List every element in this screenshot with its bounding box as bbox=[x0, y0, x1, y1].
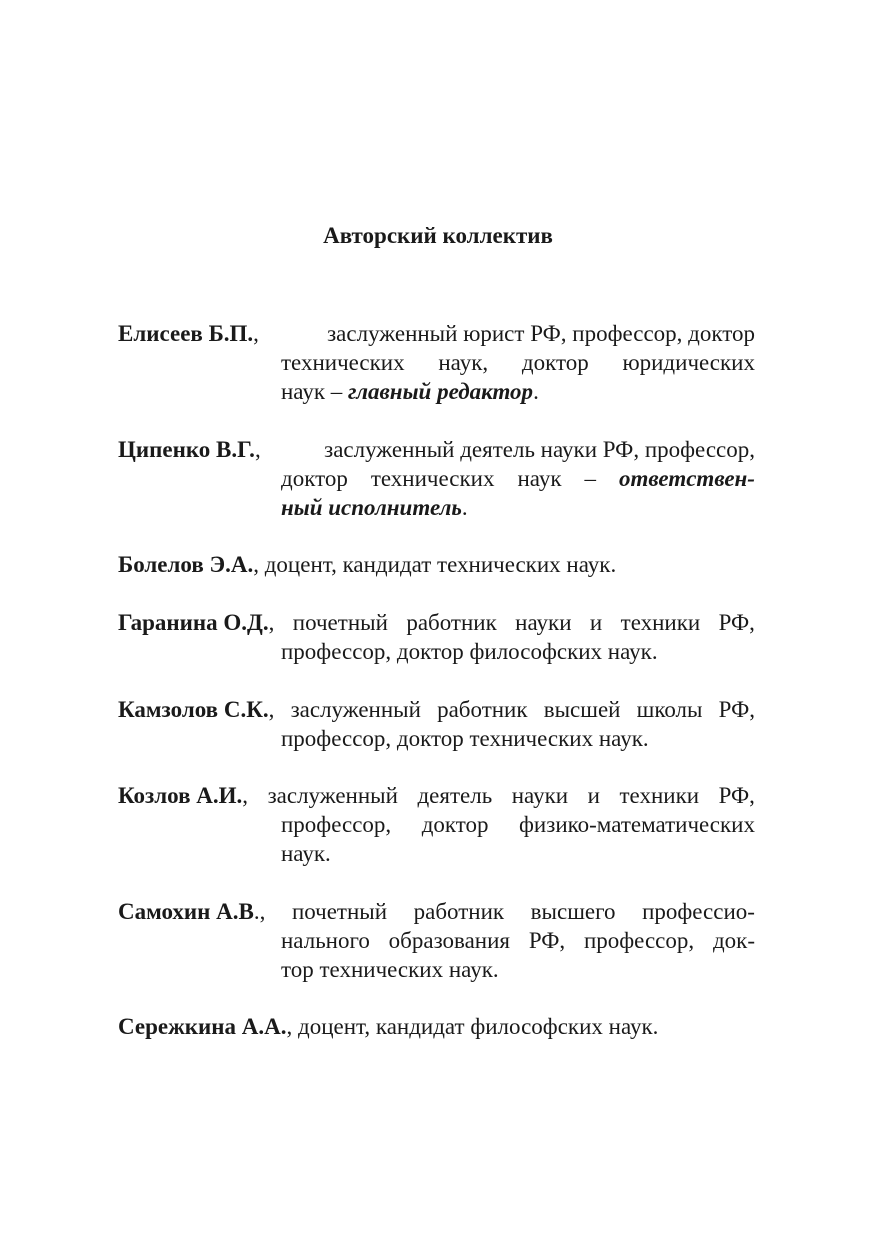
word: почетный bbox=[291, 899, 388, 924]
entry-line bbox=[118, 637, 755, 666]
word: работник bbox=[437, 697, 528, 722]
word: работник bbox=[413, 899, 505, 924]
author-role: ответствен- bbox=[619, 466, 755, 491]
word: науки bbox=[511, 783, 569, 808]
word: – bbox=[584, 466, 597, 491]
word: нального bbox=[281, 928, 370, 953]
entry-line: Болелов Э.А., доцент, кандидат технических наук. bbox=[118, 552, 617, 577]
entry-line bbox=[118, 377, 755, 406]
entry-line: Гаранина О.Д., почетный работник науки и техники РФ, bbox=[118, 610, 755, 635]
author-name: Ципенко В.Г. bbox=[118, 437, 255, 462]
word: наук, bbox=[438, 350, 489, 375]
entry-line bbox=[118, 348, 755, 377]
author-name: Елисеев Б.П. bbox=[118, 321, 254, 346]
author-description: наук. bbox=[281, 841, 331, 866]
author-description: доцент, кандидат философских наук. bbox=[298, 1014, 659, 1039]
author-description: заслуженный юрист РФ, профессор, доктор bbox=[327, 321, 755, 346]
word: юридических bbox=[622, 350, 755, 375]
author-entry bbox=[118, 897, 755, 984]
entry-line: Ципенко В.Г., заслуженный деятель науки РФ, профессор, bbox=[118, 437, 755, 462]
author-entry bbox=[118, 608, 755, 666]
word: РФ, bbox=[718, 697, 755, 722]
word: заслуженный bbox=[267, 783, 398, 808]
word: и bbox=[589, 610, 603, 635]
word: наук bbox=[517, 466, 562, 491]
author-entry bbox=[118, 319, 755, 406]
word: доктор bbox=[281, 466, 348, 491]
author-description: тор технических наук. bbox=[281, 957, 499, 982]
word: доктор bbox=[421, 812, 489, 837]
entry-line bbox=[118, 955, 755, 984]
entry-line: Козлов А.И., заслуженный деятель науки и техники РФ, bbox=[118, 783, 755, 808]
author-description: профессор, доктор философских наук. bbox=[281, 639, 658, 664]
word: деятель bbox=[417, 783, 493, 808]
word: профессор, bbox=[583, 928, 695, 953]
author-name: Камзолов С.К. bbox=[118, 697, 269, 722]
author-entry bbox=[118, 435, 755, 522]
word: доктор bbox=[521, 350, 589, 375]
word: РФ, bbox=[718, 783, 755, 808]
entry-line: Елисеев Б.П., заслуженный юрист РФ, профессор, доктор bbox=[118, 321, 755, 346]
word: науки bbox=[515, 610, 572, 635]
author-role: ный исполнитель bbox=[281, 495, 462, 520]
word: физико-математических bbox=[519, 812, 755, 837]
word: техники bbox=[620, 610, 701, 635]
word: высшего bbox=[530, 899, 616, 924]
entry-line bbox=[118, 926, 755, 955]
word: РФ, bbox=[718, 610, 755, 635]
word: профессио- bbox=[642, 899, 755, 924]
entry-line bbox=[118, 839, 755, 868]
entry-line: Сережкина А.А., доцент, кандидат философских наук. bbox=[118, 1014, 659, 1039]
entry-line: Самохин А.В., почетный работник высшего профессио- bbox=[118, 899, 755, 924]
punctuation: . bbox=[533, 379, 539, 404]
word: док- bbox=[712, 928, 755, 953]
word: РФ, bbox=[528, 928, 566, 953]
author-entry bbox=[118, 1012, 755, 1041]
word: работник bbox=[406, 610, 497, 635]
author-description: профессор, доктор технических наук. bbox=[281, 726, 649, 751]
author-name: Болелов Э.А. bbox=[118, 552, 254, 577]
author-description: наук – bbox=[281, 379, 349, 404]
author-entry bbox=[118, 695, 755, 753]
author-entry bbox=[118, 781, 755, 868]
punctuation: . bbox=[461, 495, 468, 520]
author-description: доцент, кандидат технических наук. bbox=[264, 552, 617, 577]
word: почетный bbox=[292, 610, 388, 635]
entry-line: Камзолов С.К., заслуженный работник высшей школы РФ, bbox=[118, 697, 755, 722]
word: технических bbox=[370, 466, 495, 491]
word: высшей bbox=[543, 697, 621, 722]
word: школы bbox=[636, 697, 703, 722]
entry-line bbox=[118, 810, 755, 839]
word: профессор, bbox=[281, 812, 392, 837]
word: техники bbox=[619, 783, 700, 808]
author-name: Сережкина А.А. bbox=[118, 1014, 287, 1039]
word: образования bbox=[388, 928, 510, 953]
page-title: Авторский коллектив bbox=[323, 223, 553, 248]
word: заслуженный bbox=[290, 697, 421, 722]
author-name: Козлов А.И. bbox=[118, 783, 243, 808]
author-role: главный редактор bbox=[348, 379, 534, 404]
author-description: заслуженный деятель науки РФ, профессор, bbox=[324, 437, 755, 462]
word: технических bbox=[281, 350, 405, 375]
author-name: Самохин А.В bbox=[118, 899, 254, 924]
entry-line bbox=[118, 464, 755, 493]
author-entry bbox=[118, 550, 755, 579]
author-name: Гаранина О.Д. bbox=[118, 610, 269, 635]
entry-line bbox=[118, 724, 755, 753]
word: и bbox=[587, 783, 600, 808]
entry-line bbox=[118, 493, 755, 522]
